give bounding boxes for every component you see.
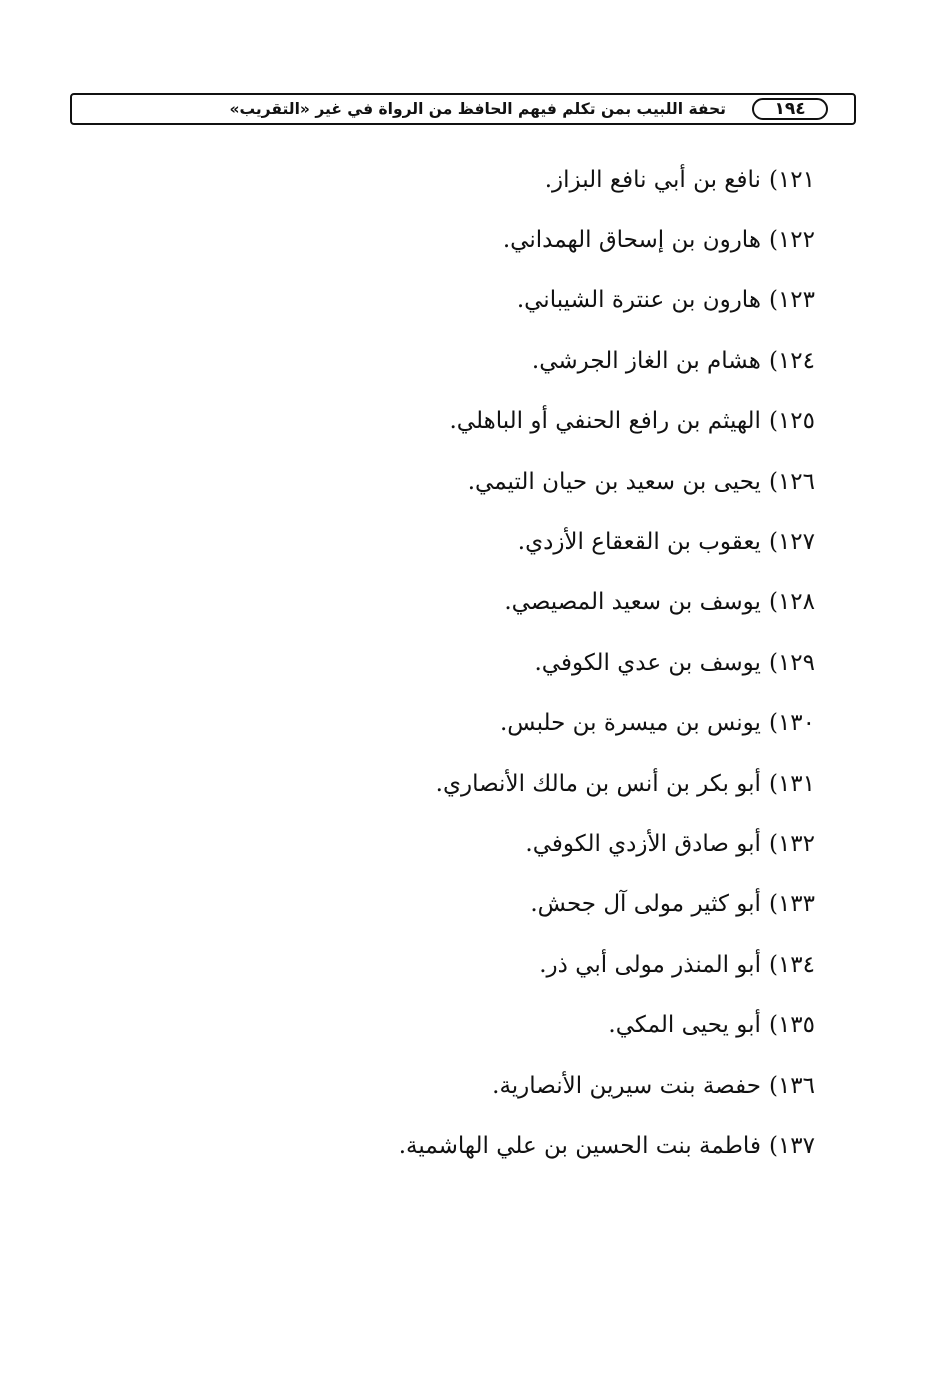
entry-text: أبو المنذر مولى أبي ذر. — [539, 951, 761, 978]
entry-number: ١٣٣) — [768, 891, 815, 918]
entry-text: الهيثم بن رافع الحنفي أو الباهلي. — [449, 408, 761, 435]
list-item — [399, 995, 815, 1055]
entry-number: ١٢٣) — [768, 287, 815, 314]
entry-text: أبو بكر بن أنس بن مالك الأنصاري. — [435, 770, 761, 797]
entry-text: هارون بن عنترة الشيباني. — [516, 287, 761, 314]
entry-number: ١٢٦) — [768, 468, 815, 495]
entry-text: أبو كثير مولى آل جحش. — [530, 891, 761, 918]
entry-text: يحيى بن سعيد بن حيان التيمي. — [467, 468, 761, 495]
entry-number: ١٣٠) — [768, 710, 815, 737]
page-header — [70, 93, 856, 125]
entry-text: أبو يحيى المكي. — [608, 1012, 761, 1039]
entry-number: ١٢٢) — [768, 227, 815, 254]
list-item — [399, 754, 815, 814]
entry-number: ١٣٥) — [768, 1012, 815, 1039]
list-item — [399, 573, 815, 633]
entry-number: ١٢١) — [768, 166, 815, 193]
entry-number: ١٣٧) — [768, 1132, 815, 1159]
list-item — [399, 210, 815, 270]
list-item — [399, 150, 815, 210]
list-item — [399, 633, 815, 693]
list-item — [399, 331, 815, 391]
entry-number: ١٣٦) — [768, 1072, 815, 1099]
entry-text: نافع بن أبي نافع البزاز. — [544, 166, 761, 193]
narrator-list — [399, 150, 815, 1177]
entry-number: ١٣١) — [768, 770, 815, 797]
list-item — [399, 512, 815, 572]
entry-number: ١٢٩) — [768, 649, 815, 676]
list-item — [399, 935, 815, 995]
entry-text: هشام بن الغاز الجرشي. — [531, 347, 761, 374]
entry-text: يوسف بن عدي الكوفي. — [534, 649, 761, 676]
list-item — [399, 875, 815, 935]
entry-number: ١٣٢) — [768, 830, 815, 857]
page-number: ١٩٤ — [752, 98, 828, 120]
running-title: تحفة اللبيب بمن تكلم فيهم الحافظ من الرواة في غير «التقريب» — [229, 100, 726, 118]
list-item — [399, 452, 815, 512]
entry-text: أبو صادق الأزدي الكوفي. — [525, 830, 761, 857]
entry-text: يوسف بن سعيد المصيصي. — [504, 589, 761, 616]
entry-number: ١٢٨) — [768, 589, 815, 616]
list-item — [399, 1116, 815, 1176]
entry-text: حفصة بنت سيرين الأنصارية. — [492, 1072, 761, 1099]
list-item — [399, 1056, 815, 1116]
list-item — [399, 392, 815, 452]
list-item — [399, 271, 815, 331]
list-item — [399, 694, 815, 754]
entry-text: يونس بن ميسرة بن حلبس. — [499, 710, 761, 737]
list-item — [399, 814, 815, 874]
entry-number: ١٣٤) — [768, 951, 815, 978]
entry-text: هارون بن إسحاق الهمداني. — [502, 227, 761, 254]
entry-number: ١٢٥) — [768, 408, 815, 435]
entry-number: ١٢٧) — [768, 529, 815, 556]
entry-number: ١٢٤) — [768, 347, 815, 374]
entry-text: يعقوب بن القعقاع الأزدي. — [517, 529, 761, 556]
entry-text: فاطمة بنت الحسين بن علي الهاشمية. — [398, 1132, 761, 1159]
